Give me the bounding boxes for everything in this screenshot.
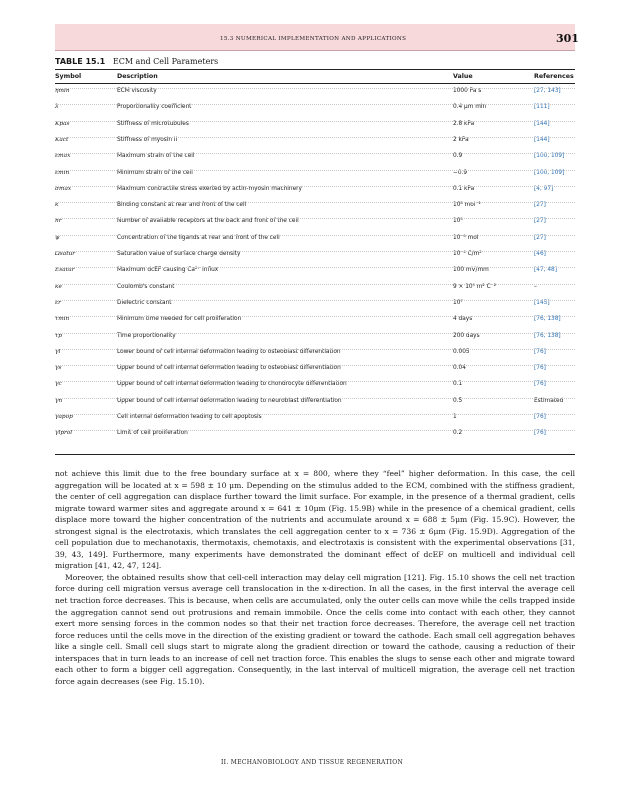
cell-description: Lower bound of cell internal deformation leading to osteoblast differentiation bbox=[117, 348, 341, 355]
table-row bbox=[55, 314, 575, 330]
table-row bbox=[55, 363, 575, 379]
row-separator bbox=[55, 414, 575, 415]
cell-description: Saturation value of surface charge density bbox=[117, 251, 241, 257]
cell-references: Estimated bbox=[534, 397, 564, 404]
table-row bbox=[55, 331, 575, 347]
page-number: 301 bbox=[556, 32, 579, 45]
cell-description: Stiffness of microtubules bbox=[117, 120, 189, 127]
cell-description: Time proportionality bbox=[117, 332, 176, 339]
cell-references[interactable]: [144] bbox=[534, 120, 550, 127]
cell-references[interactable]: [47, 48] bbox=[534, 267, 557, 274]
cell-symbol: γlprol bbox=[55, 430, 73, 437]
cell-value: 0.1 kPa bbox=[453, 185, 475, 192]
col-header-description: Description bbox=[117, 73, 158, 80]
cell-value: 0.9 bbox=[453, 153, 463, 160]
cell-references[interactable]: [27] bbox=[534, 202, 546, 209]
row-separator bbox=[55, 267, 575, 268]
cell-value: 10⁵ bbox=[453, 218, 463, 225]
cell-description: ECM viscosity bbox=[117, 88, 157, 94]
cell-value: 10⁸ mol⁻¹ bbox=[453, 202, 481, 209]
table-row bbox=[55, 428, 575, 444]
cell-symbol: ηmin bbox=[55, 88, 70, 94]
cell-references[interactable]: [111] bbox=[534, 104, 550, 111]
cell-references[interactable]: [144] bbox=[534, 136, 550, 143]
cell-symbol: γapop bbox=[55, 414, 73, 420]
cell-description: Limit of cell proliferation bbox=[117, 430, 188, 437]
cell-value: 10⁷ bbox=[453, 299, 463, 306]
table-row bbox=[55, 396, 575, 412]
cell-references[interactable]: [76, 138] bbox=[534, 316, 561, 323]
cell-symbol: γs bbox=[55, 365, 62, 372]
cell-value: 2 kPa bbox=[453, 136, 469, 143]
cell-references[interactable]: [100, 109] bbox=[534, 153, 565, 160]
cell-value: 0.005 bbox=[453, 348, 470, 355]
table-title: ECM and Cell Parameters bbox=[112, 57, 219, 66]
cell-symbol: εmax bbox=[55, 153, 71, 160]
table-row bbox=[55, 184, 575, 200]
cell-description: Cell internal deformation leading to cell apoptosis bbox=[117, 414, 262, 420]
cell-references[interactable]: [76] bbox=[534, 365, 546, 372]
cell-description: Stiffness of myosin II bbox=[117, 136, 178, 143]
cell-description: Maximum contractile stress exerted by actin-myosin machinery bbox=[117, 185, 302, 192]
running-head: 15.3 NUMERICAL IMPLEMENTATION AND APPLICATIONS bbox=[220, 36, 407, 42]
cell-value: 100 mV/mm bbox=[453, 267, 489, 274]
cell-value: 0.4 μm min bbox=[453, 104, 487, 111]
cell-symbol: Ωsatur bbox=[55, 251, 76, 257]
cell-description: Upper bound of cell internal deformation leading to chondrocyte differentiation bbox=[117, 381, 347, 388]
cell-value: 10⁻⁶ mol bbox=[453, 234, 479, 241]
footer-running-title: II. MECHANOBIOLOGY AND TISSUE REGENERATION bbox=[221, 759, 404, 766]
cell-description: Maximum strain of the cell bbox=[117, 153, 195, 160]
table-row bbox=[55, 282, 575, 298]
cell-references[interactable]: [76, 138] bbox=[534, 332, 561, 339]
table-row bbox=[55, 412, 575, 428]
cell-symbol: λ bbox=[55, 104, 59, 111]
cell-description: Dielectric constant bbox=[117, 299, 172, 306]
table-row bbox=[55, 135, 575, 151]
table-row bbox=[55, 347, 575, 363]
row-separator bbox=[55, 284, 575, 285]
paragraph: Moreover, the obtained results show that cell-cell interaction may delay cell migration [121]. Fig. 15.10 shows the cell net traction force during cell migration versus average cell translocation in the x-direction. In all the cases, in the first interval the average cell net traction force decreases. This is because, when cells are accumulated, only the outer cells can move while the cells trapped inside the aggregation cannot send out protrusions and remain immobile. Once the cells come into contact with each other, they cannot exert more sensing forces in the common nodes so that their net traction force decreases. Therefore, the average cell net traction force reduces until the cells move in the direction of the existing gradient or toward the cathode. Each small cell aggregation behaves like a single cell. Small cell slugs start to migrate along the gradient direction or toward the cathode, causing a reduction of their interspaces that in turn leads to an increase of cell net traction force. This enables the slugs to sense each other and migrate toward each other to form a bigger cell aggregation. Consequently, in the last interval of multicell migration, the average cell net traction force again decreases (see Fig. 15.10). bbox=[55, 572, 575, 686]
cell-symbol: Kact bbox=[55, 136, 69, 143]
cell-symbol: τmin bbox=[55, 316, 70, 323]
table-caption bbox=[55, 57, 218, 66]
cell-description: Maximum dcEF causing Ca²⁺ influx bbox=[117, 267, 219, 274]
cell-references[interactable]: [76] bbox=[534, 381, 546, 388]
cell-symbol: γl bbox=[55, 348, 61, 355]
cell-references[interactable]: [100, 109] bbox=[534, 169, 565, 176]
table-top-rule bbox=[55, 69, 575, 70]
row-separator bbox=[55, 365, 575, 366]
cell-value: 1000 Pa s bbox=[453, 88, 482, 94]
cell-references[interactable]: [46] bbox=[534, 251, 546, 257]
cell-value: 0.5 bbox=[453, 397, 463, 404]
cell-references[interactable]: [76] bbox=[534, 430, 546, 437]
cell-symbol: Kpas bbox=[55, 120, 70, 127]
cell-value: 2.8 kPa bbox=[453, 120, 475, 127]
row-separator bbox=[55, 170, 575, 171]
cell-references[interactable]: [76] bbox=[534, 348, 546, 355]
cell-description: Proportionality coefficient bbox=[117, 104, 192, 111]
row-separator bbox=[55, 186, 575, 187]
row-separator bbox=[55, 430, 575, 431]
row-separator bbox=[55, 235, 575, 236]
cell-description: Number of available receptors at the back and front of the cell bbox=[117, 218, 299, 225]
cell-symbol: nr bbox=[55, 218, 62, 225]
table-row bbox=[55, 151, 575, 167]
cell-value: 0.04 bbox=[453, 365, 466, 372]
row-separator bbox=[55, 398, 575, 399]
col-header-references: References bbox=[534, 73, 574, 80]
cell-value: 1 bbox=[453, 414, 457, 420]
cell-references[interactable]: [145] bbox=[534, 299, 550, 306]
col-header-value: Value bbox=[453, 73, 473, 80]
cell-symbol: γc bbox=[55, 381, 62, 388]
cell-symbol: Esatur bbox=[55, 267, 75, 274]
cell-references[interactable]: [27, 143] bbox=[534, 88, 561, 94]
cell-references[interactable]: [27] bbox=[534, 218, 546, 225]
cell-value: 0.1 bbox=[453, 381, 463, 388]
cell-value: 4 days bbox=[453, 316, 473, 323]
table-row bbox=[55, 119, 575, 135]
row-separator bbox=[55, 218, 575, 219]
cell-symbol: γn bbox=[55, 397, 63, 404]
table-row bbox=[55, 379, 575, 395]
cell-description: Upper bound of cell internal deformation leading to neuroblast differentiation bbox=[117, 397, 342, 404]
cell-description: Minimum time needed for cell proliferation bbox=[117, 316, 242, 323]
row-separator bbox=[55, 381, 575, 382]
cell-symbol: εmin bbox=[55, 169, 70, 176]
cell-symbol: σmax bbox=[55, 185, 72, 192]
cell-description: Binding constant at rear and front of the cell bbox=[117, 202, 247, 209]
cell-symbol: τp bbox=[55, 332, 62, 339]
cell-description: Coulomb's constant bbox=[117, 283, 175, 290]
paragraph: not achieve this limit due to the free boundary surface at x = 800, where they “feel” higher deformation. In this case, the cell aggregation will be located at x = 598 ± 10 μm. Depending on the stimulus added to the ECM, combined with the stiffness gradient, the center of cell aggregation can displace further toward the limit surface. For example, in the presence of a thermal gradient, cells migrate toward warmer sites and aggregate around x = 641 ± 10μm (Fig. 15.9B) while in the presence of a chemical gradient, cells displace more toward the higher concentration of the nutrients and accumulate around x = 688 ± 5μm (Fig. 15.9C). However, the strongest signal is the electrotaxis, which translates the cell aggregation center to x = 736 ± 6μm (Fig. 15.9D). Aggregation of the cell population due to mechanotaxis, thermotaxis, chemotaxis, and electrotaxis is consistent with the experimental observations [31, 39, 43, 149]. Furthermore, many experiments have demonstrated the dominant effect of dcEF on multicell and individual cell migration [41, 42, 47, 124]. bbox=[55, 469, 575, 571]
table-header-rule bbox=[55, 83, 575, 84]
cell-references[interactable]: [27] bbox=[534, 234, 546, 241]
row-separator bbox=[55, 333, 575, 334]
row-separator bbox=[55, 300, 575, 301]
table-label: TABLE 15.1 bbox=[55, 57, 106, 66]
cell-description: Concentration of the ligands at rear and front of the cell bbox=[117, 234, 280, 241]
table-row bbox=[55, 233, 575, 249]
table-row bbox=[55, 298, 575, 314]
col-header-symbol: Symbol bbox=[55, 73, 82, 80]
table-row bbox=[55, 265, 575, 281]
table-row bbox=[55, 200, 575, 216]
table-row bbox=[55, 86, 575, 102]
cell-symbol: ψ bbox=[55, 234, 60, 241]
row-separator bbox=[55, 251, 575, 252]
cell-description: Upper bound of cell internal deformation leading to osteoblast differentiation bbox=[117, 365, 341, 372]
cell-value: 200 days bbox=[453, 332, 480, 339]
row-separator bbox=[55, 202, 575, 203]
cell-value: 0.2 bbox=[453, 430, 463, 437]
table-bottom-rule bbox=[55, 454, 575, 455]
row-separator bbox=[55, 121, 575, 122]
cell-value: −0.9 bbox=[453, 169, 468, 176]
cell-description: Minimum strain of the cell bbox=[117, 169, 193, 176]
cell-symbol: ke bbox=[55, 283, 62, 290]
cell-references[interactable]: [4, 97] bbox=[534, 185, 554, 192]
cell-references[interactable]: [76] bbox=[534, 414, 546, 420]
table-row bbox=[55, 216, 575, 232]
row-separator bbox=[55, 153, 575, 154]
cell-value: 9 × 10⁹ m² C⁻² bbox=[453, 283, 497, 290]
row-separator bbox=[55, 104, 575, 105]
table-row bbox=[55, 102, 575, 118]
cell-value: 10⁻⁴ C/m² bbox=[453, 251, 482, 257]
row-separator bbox=[55, 137, 575, 138]
cell-symbol: k bbox=[55, 202, 59, 209]
row-separator bbox=[55, 349, 575, 350]
row-separator bbox=[55, 88, 575, 89]
cell-symbol: εr bbox=[55, 299, 61, 306]
table-row bbox=[55, 249, 575, 265]
body-text bbox=[55, 468, 575, 687]
cell-references: – bbox=[534, 283, 537, 290]
row-separator bbox=[55, 316, 575, 317]
table-row bbox=[55, 168, 575, 184]
